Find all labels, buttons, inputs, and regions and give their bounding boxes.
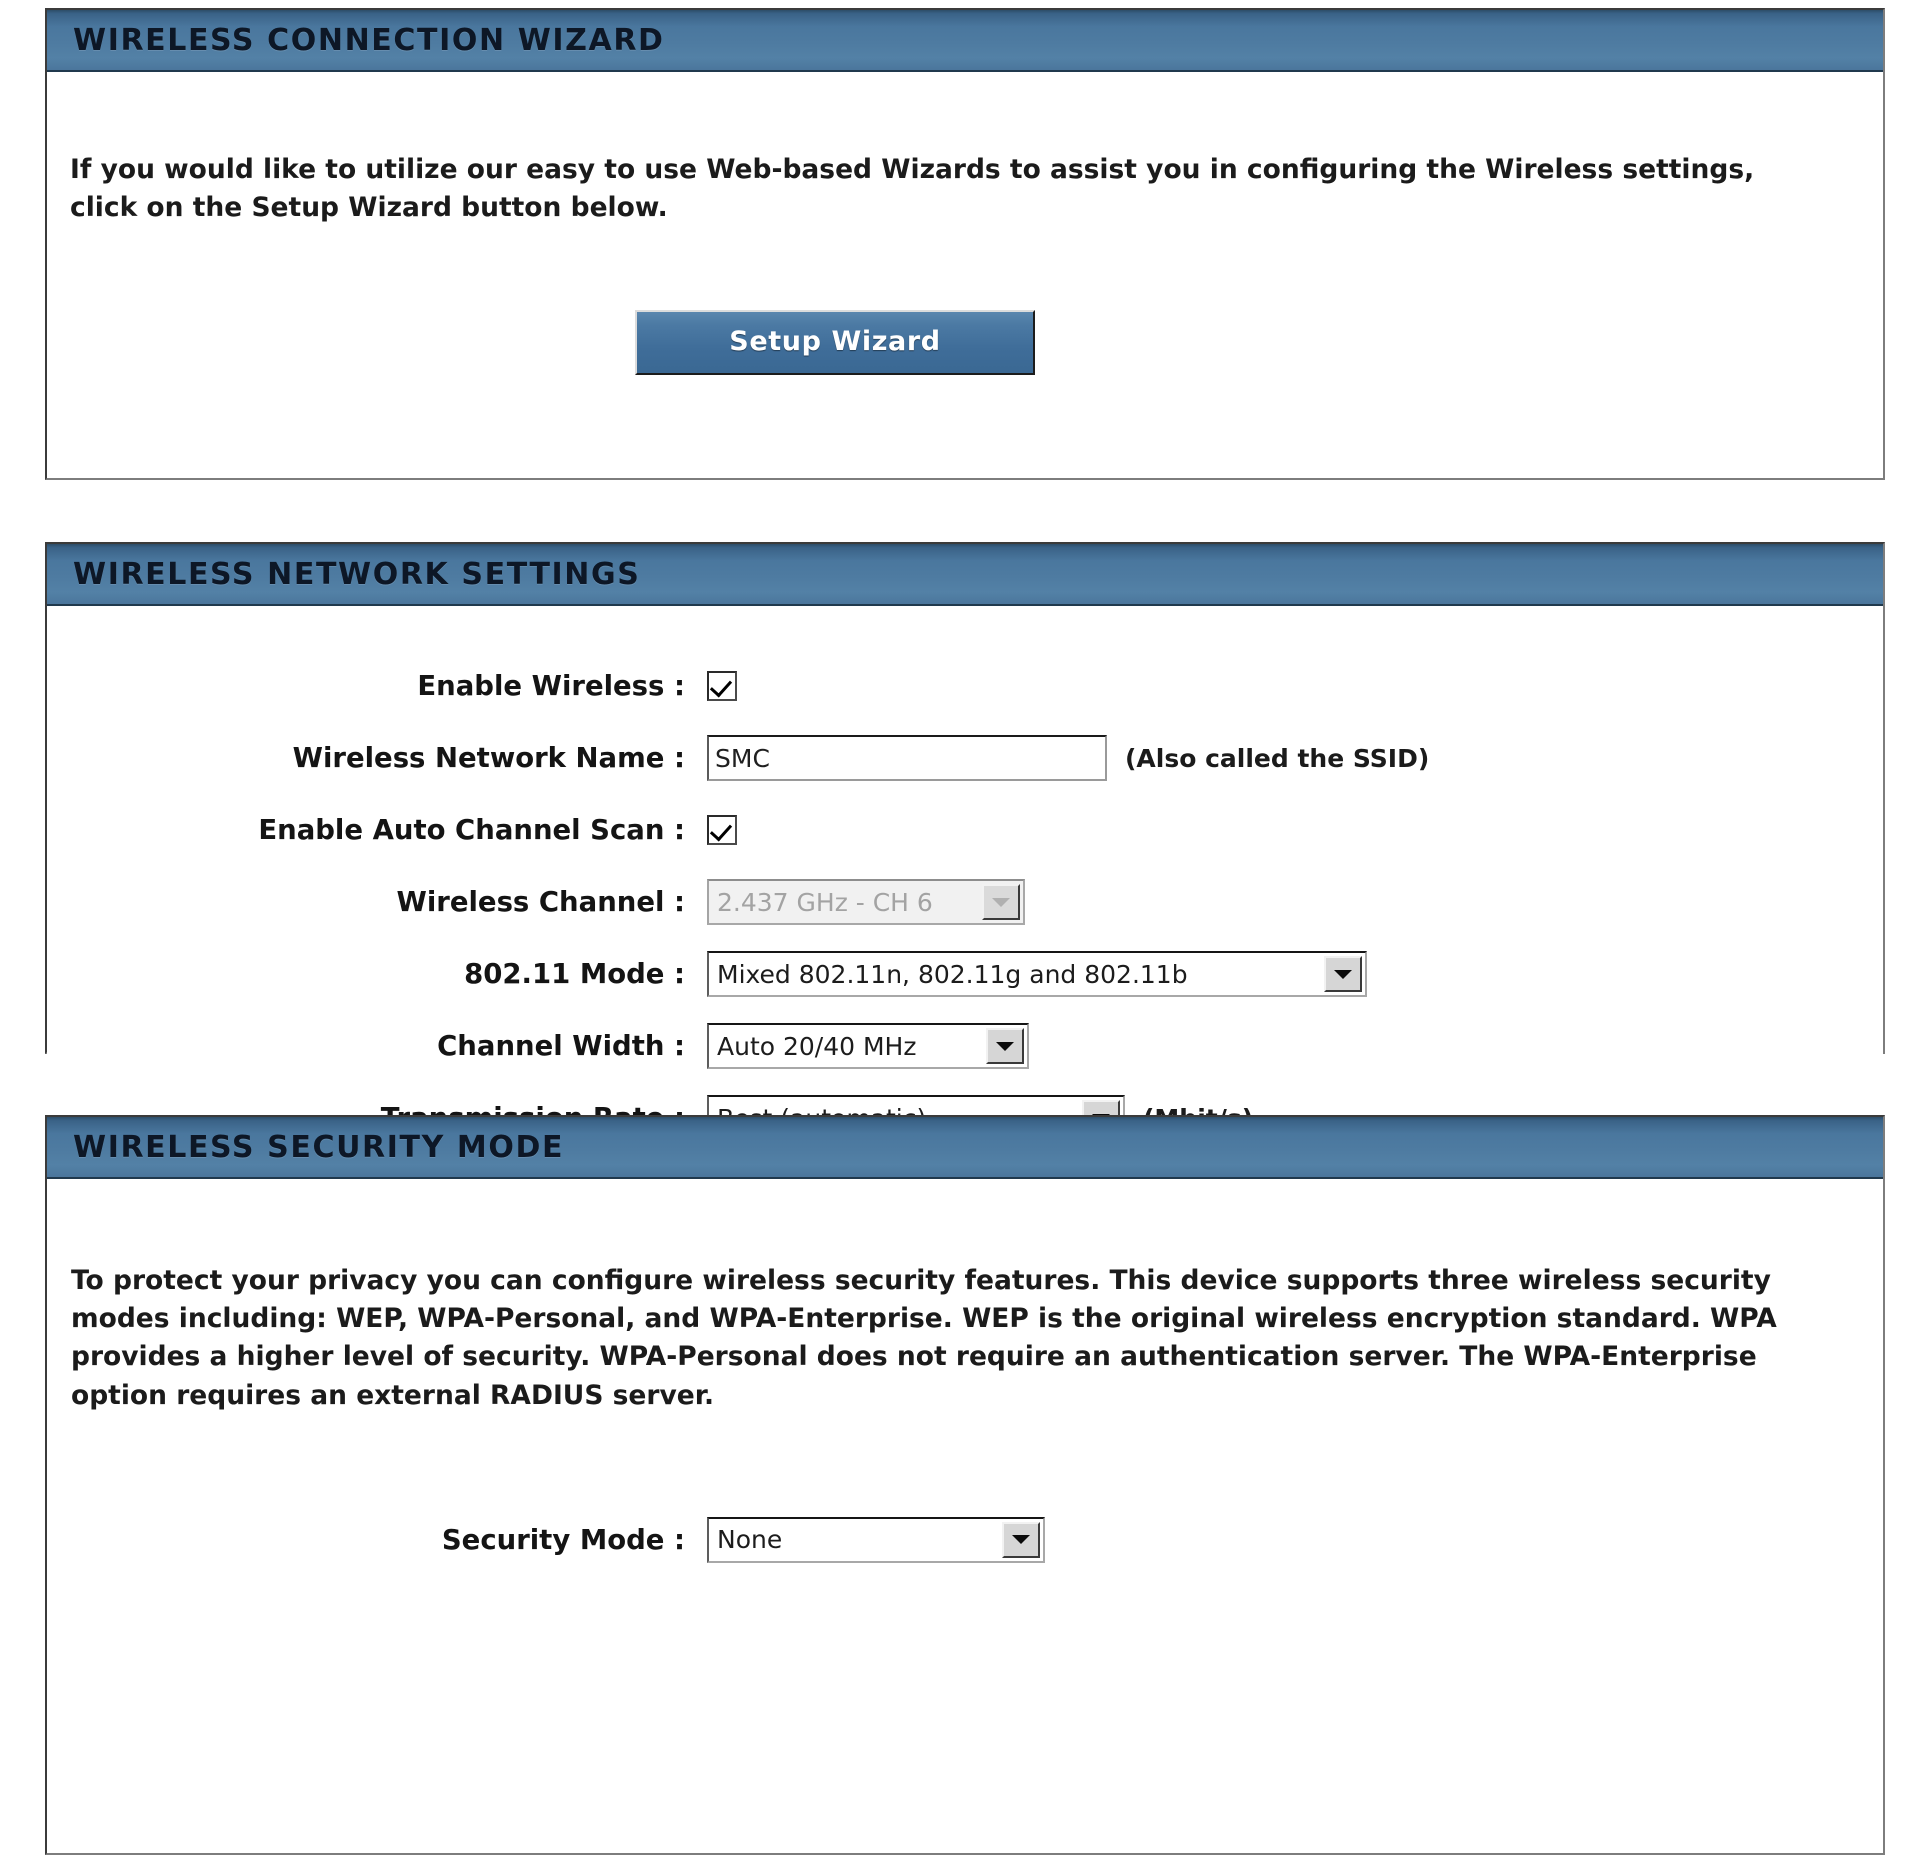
chevron-down-icon [986, 1028, 1024, 1064]
security-mode-select[interactable] [707, 1517, 1045, 1563]
chevron-down-icon [1324, 956, 1362, 992]
row-enable-auto-channel-scan [47, 794, 1883, 866]
field-wireless-channel [707, 879, 1025, 925]
label-wireless-channel: Wireless Channel : [396, 886, 685, 918]
field-security-mode [707, 1517, 1045, 1563]
network-panel-header [47, 544, 1883, 606]
security-description: To protect your privacy you can configure wireless security features. This device supports three wireless security modes including: WEP, WPA-Personal, and WPA-Enterprise. WEP is the original wireless encryption standard. WPA provides a higher level of security. WPA-Personal does not require an authentication server. The WPA-Enterprise option requires an external RADIUS server. [71, 1264, 1777, 1411]
wizard-panel-body [47, 99, 1883, 375]
wireless-network-name-input[interactable] [707, 735, 1107, 781]
channel-width-value: Auto 20/40 MHz [717, 1031, 917, 1061]
wizard-panel-title: WIRELESS CONNECTION WIZARD [73, 22, 665, 58]
row-802-11-mode [47, 938, 1883, 1010]
label-802-11-mode: 802.11 Mode : [464, 958, 685, 990]
wireless-security-mode-panel [45, 1115, 1885, 1855]
wizard-description: If you would like to utilize our easy to use Web-based Wizards to assist you in configuring the Wireless settings, click on the Setup Wizard button below. [70, 153, 1755, 223]
setup-wizard-button[interactable]: Setup Wizard [635, 310, 1035, 375]
security-panel-title: WIRELESS SECURITY MODE [73, 1129, 565, 1165]
field-enable-auto-channel-scan [707, 815, 737, 845]
802-11-mode-select[interactable] [707, 951, 1367, 997]
field-802-11-mode [707, 951, 1367, 997]
wizard-button-row [47, 254, 1883, 375]
chevron-down-icon [1002, 1522, 1040, 1558]
row-wireless-channel [47, 866, 1883, 938]
row-security-mode [47, 1504, 1883, 1576]
security-panel-header [47, 1117, 1883, 1179]
ssid-note: (Also called the SSID) [1125, 743, 1430, 773]
wireless-channel-select[interactable] [707, 879, 1025, 925]
row-enable-wireless [47, 650, 1883, 722]
row-channel-width [47, 1010, 1883, 1082]
security-panel-body [47, 1206, 1883, 1576]
wireless-channel-value: 2.437 GHz - CH 6 [717, 887, 933, 917]
enable-wireless-checkbox[interactable] [707, 671, 737, 701]
row-wireless-network-name [47, 722, 1883, 794]
field-wireless-network-name [707, 735, 1429, 781]
label-enable-auto-channel-scan: Enable Auto Channel Scan : [258, 814, 685, 846]
label-security-mode: Security Mode : [441, 1523, 685, 1556]
channel-width-select[interactable] [707, 1023, 1029, 1069]
enable-auto-channel-scan-checkbox[interactable] [707, 815, 737, 845]
802-11-mode-value: Mixed 802.11n, 802.11g and 802.11b [717, 959, 1188, 989]
field-enable-wireless [707, 671, 737, 701]
chevron-down-icon [982, 884, 1020, 920]
security-mode-value: None [717, 1525, 783, 1555]
security-mode-form [47, 1442, 1883, 1576]
label-enable-wireless: Enable Wireless : [417, 670, 685, 702]
wireless-connection-wizard-panel [45, 8, 1885, 480]
field-channel-width [707, 1023, 1029, 1069]
wireless-network-settings-panel [45, 542, 1885, 1062]
network-panel-title: WIRELESS NETWORK SETTINGS [73, 556, 641, 592]
wizard-panel-header [47, 10, 1883, 72]
label-wireless-network-name: Wireless Network Name : [292, 742, 685, 774]
label-channel-width: Channel Width : [437, 1030, 685, 1062]
